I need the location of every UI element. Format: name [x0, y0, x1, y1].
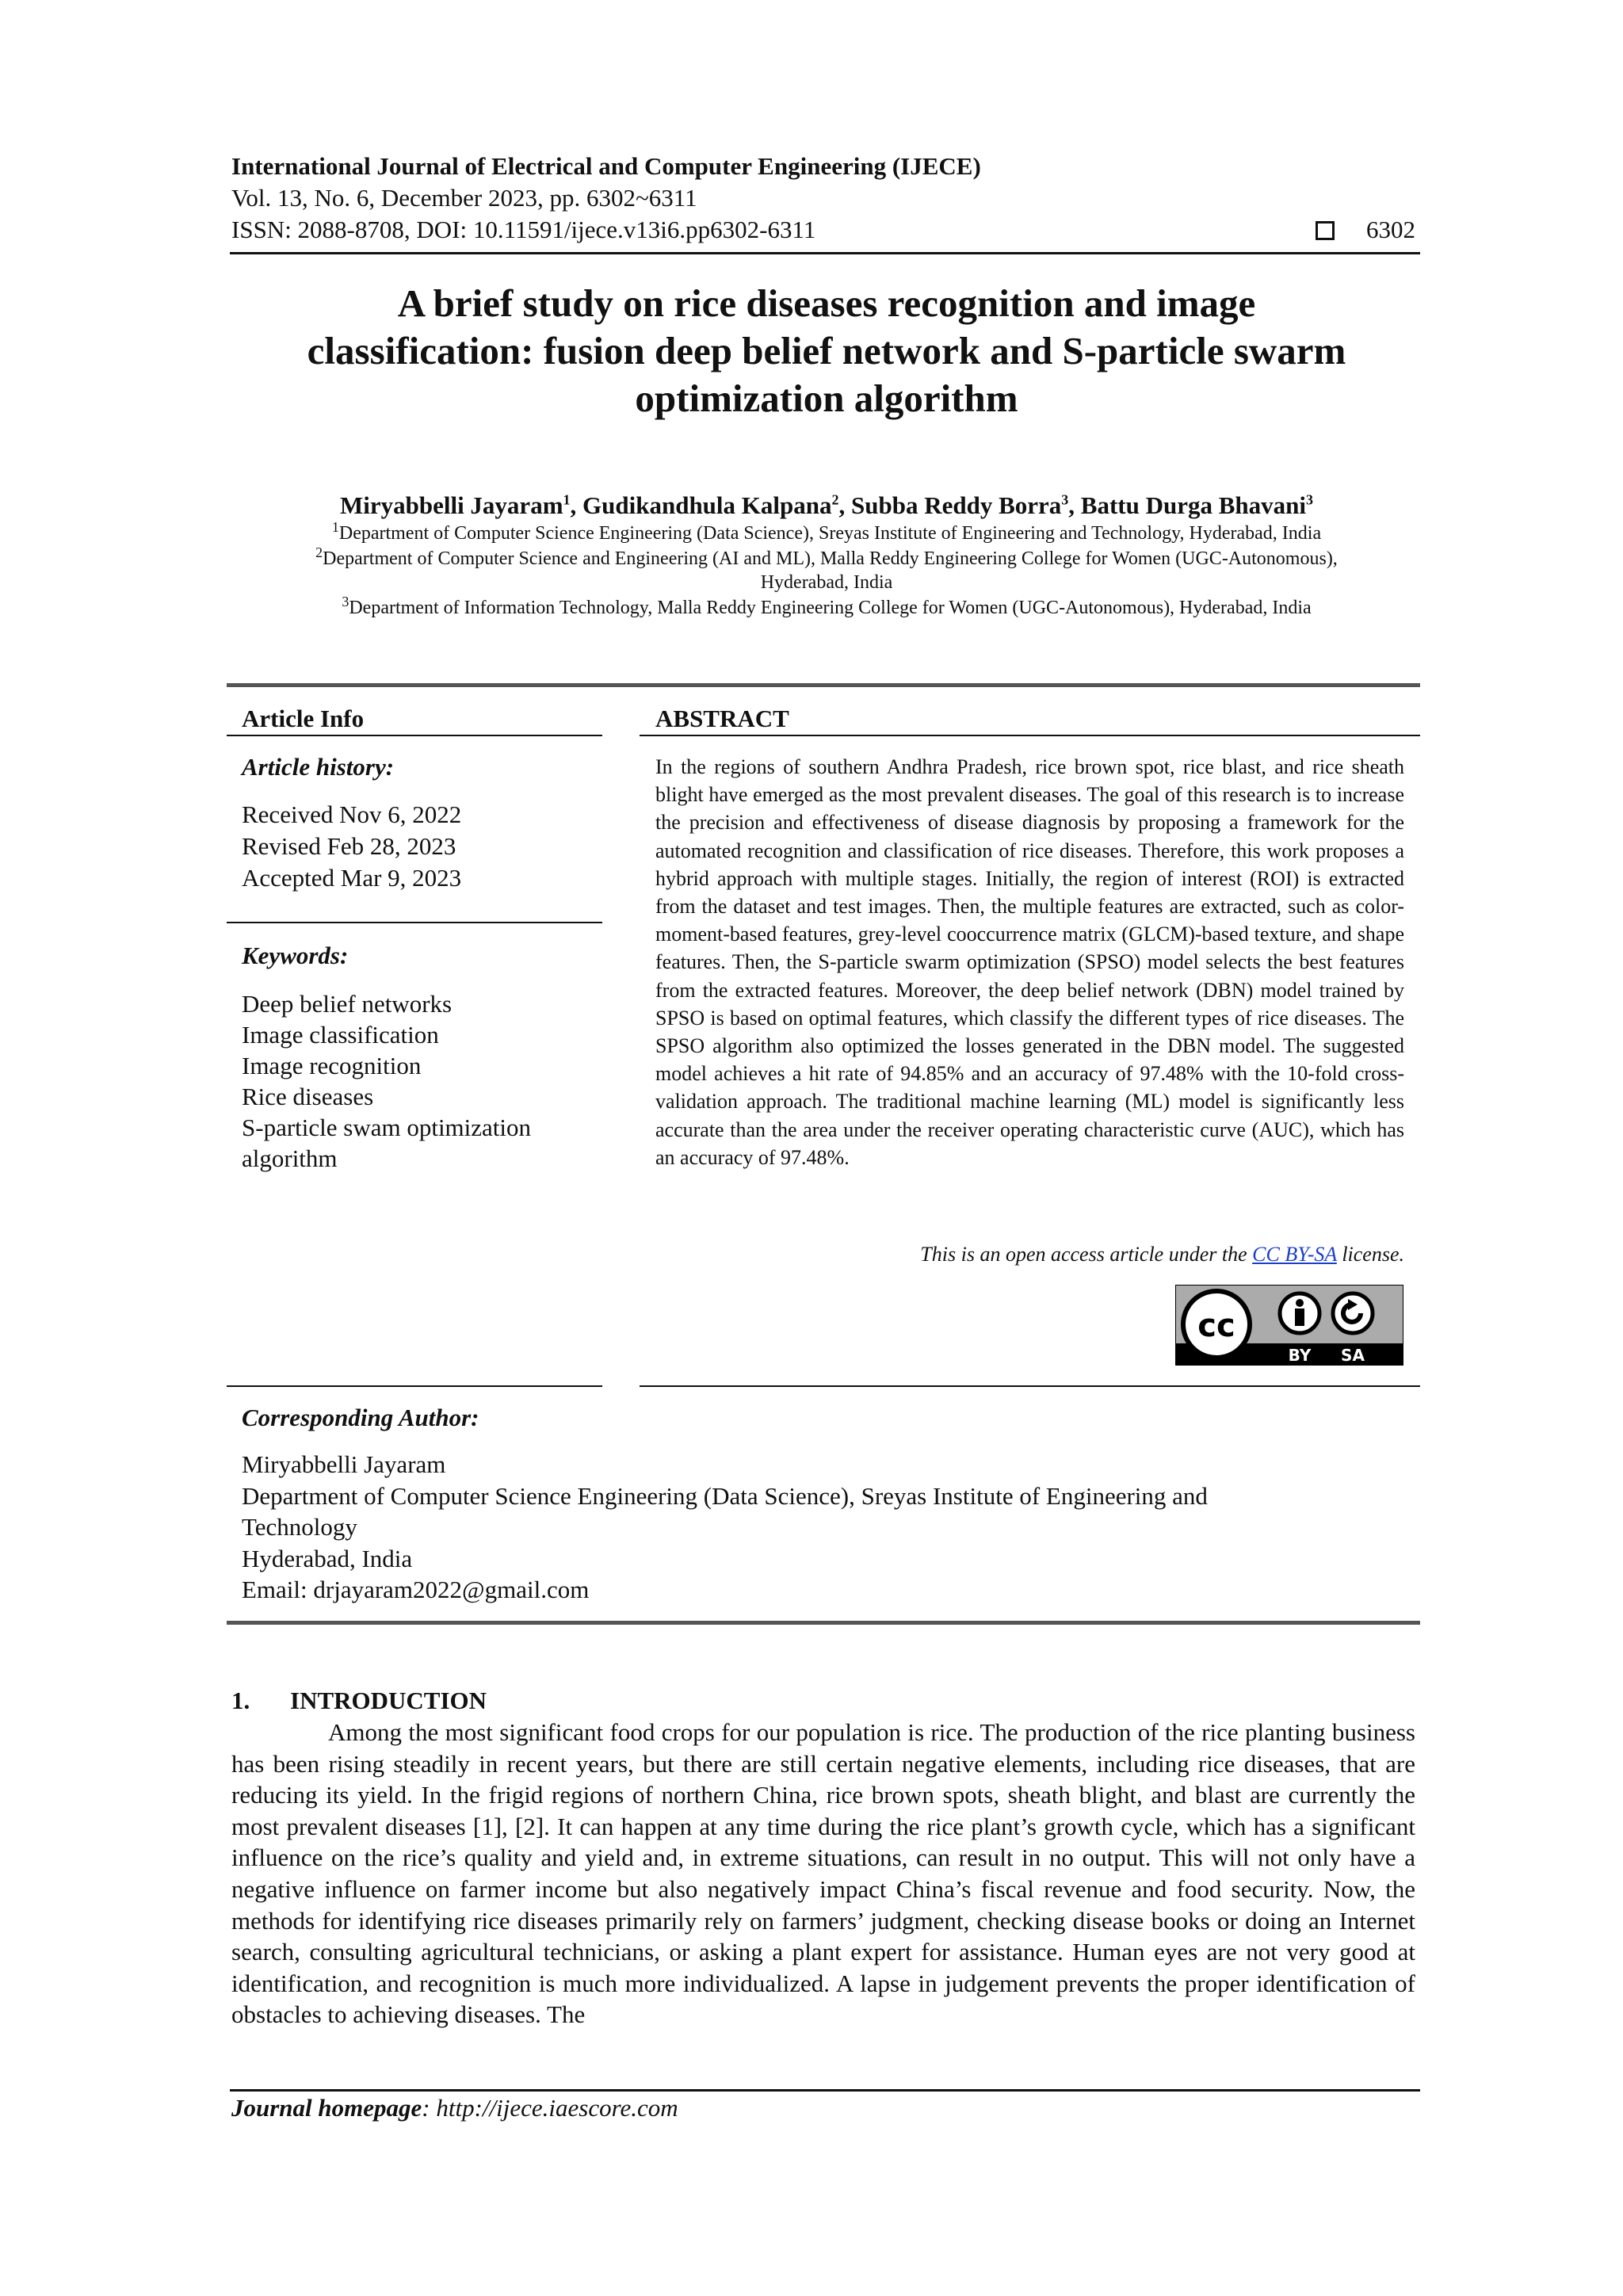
- title-line: optimization algorithm: [635, 376, 1018, 420]
- article-info-heading: Article Info: [242, 705, 365, 732]
- author-sup: 2: [831, 491, 839, 508]
- title-line: classification: fusion deep belief network and S-particle swarm: [307, 329, 1346, 372]
- abstract-rule: [640, 735, 1420, 736]
- article-history-heading: Article history:: [242, 753, 395, 781]
- article-history-dates: [242, 799, 461, 894]
- author-name: Miryabbelli Jayaram: [339, 491, 563, 519]
- affiliation-text: Department of Computer Science Engineering (Data Science), Sreyas Institute of Engineering and Technology, Hyderabad, India: [338, 523, 1322, 544]
- introduction-text: Among the most significant food crops for our population is rice. The production of the rice planting business has been rising steadily in recent years, but there are still certain negative elements, including rice diseases, that are reducing its yield. In the frigid regions of northern China, rice brown spots, sheath blight, and blast are currently the most prevalent diseases [1], [2]. It can happen at any time during the rice plant’s growth cycle, which has a significant influence on the rice’s quality and yield and, in extreme situations, can result in no output. This will not only have a negative influence on farmer income but also negatively impact China’s fiscal revenue and food security. Now, the methods for identifying rice diseases primarily rely on farmers’ judgment, checking disease books or doing an Internet search, consulting agricultural technicians, or asking a plant expert for assistance. Human eyes are not very good at identification, and recognition is much more individualized. A lapse in judgement prevents the proper identification of obstacles to achieving diseases. The: [231, 1718, 1415, 2029]
- by-badge-text: BY: [1288, 1346, 1312, 1365]
- corresponding-author-block: [242, 1449, 1407, 1606]
- corresponding-line: Hyderabad, India: [242, 1544, 413, 1572]
- corresponding-email[interactable]: Email: drjayaram2022@gmail.com: [242, 1576, 590, 1603]
- footer-rule: [230, 2089, 1420, 2092]
- article-info-rule: [227, 922, 602, 923]
- history-date: Revised Feb 28, 2023: [242, 832, 456, 860]
- footer-label: Journal homepage: [231, 2094, 422, 2122]
- author-name: Battu Durga Bhavani: [1080, 491, 1307, 519]
- author-sup: 3: [1061, 491, 1069, 508]
- author-sep: ,: [1068, 491, 1081, 519]
- author-sep: ,: [570, 491, 583, 519]
- license-note: [640, 1243, 1404, 1266]
- affiliation-sup: 1: [331, 519, 339, 535]
- keyword: algorithm: [242, 1144, 338, 1172]
- affiliation-sup: 3: [342, 594, 349, 609]
- header-rule: [230, 252, 1420, 254]
- affiliation-text: Department of Information Technology, Malla Reddy Engineering College for Women (UGC-Autonomous), Hyderabad, India: [349, 598, 1312, 618]
- affiliation-2: [238, 544, 1415, 594]
- license-prefix: This is an open access article under the: [920, 1243, 1253, 1266]
- page-number: 6302: [1366, 216, 1415, 243]
- cc-badge-text: cc: [1197, 1308, 1235, 1344]
- license-suffix: license.: [1336, 1243, 1404, 1266]
- affiliation-1: [238, 521, 1415, 545]
- author-sup: 1: [563, 491, 571, 508]
- keyword: S-particle swam optimization: [242, 1114, 532, 1141]
- journal-name: International Journal of Electrical and Computer Engineering (IJECE): [231, 152, 981, 180]
- corresponding-line: Technology: [242, 1513, 357, 1541]
- license-link[interactable]: CC BY-SA: [1252, 1243, 1337, 1266]
- keyword: Image classification: [242, 1021, 439, 1049]
- article-info-rule: [227, 735, 602, 736]
- history-date: Accepted Mar 9, 2023: [242, 864, 462, 892]
- author-sep: ,: [838, 491, 851, 519]
- affiliation-3: [238, 596, 1415, 620]
- abstract-text: In the regions of southern Andhra Pradesh, rice brown spot, rice blast, and rice sheath blight have emerged as the most prevalent diseases. The goal of this research is to increase the precision and effectiveness of disease diagnosis by proposing a framework for the automated recognition and classification of rice diseases. Therefore, this work proposes a hybrid approach with multiple stages. Initially, the region of interest (ROI) is extracted from the dataset and test images. Then, the multiple features are extracted, such as color-moment-based features, grey-level cooccurrence matrix (GLCM)-based texture, and shape features. Then, the S-particle swarm optimization (SPSO) model selects the best features from the extracted features. Moreover, the deep belief network (DBN) model trained by SPSO is based on optimal features, which classify the different types of rice diseases. The SPSO algorithm also optimized the losses generated in the DBN model. The suggested model achieves a hit rate of 94.85% and an accuracy of 97.48% with the 10-fold cross-validation approach. The traditional machine learning (ML) model is significantly less accurate than the area under the receiver operating characteristic curve (AUC), which has an accuracy of 97.48%.: [655, 755, 1404, 1169]
- title-line: A brief study on rice diseases recognition and image: [397, 281, 1256, 325]
- keywords-list: [242, 988, 590, 1174]
- journal-homepage[interactable]: [231, 2094, 678, 2122]
- sa-badge-text: SA: [1341, 1346, 1365, 1365]
- paper-title: [238, 280, 1415, 422]
- section-title: INTRODUCTION: [290, 1687, 487, 1714]
- cc-by-sa-badge-icon[interactable]: [1175, 1285, 1403, 1366]
- affiliation-text-line2: Hyderabad, India: [760, 572, 893, 593]
- affiliation-sup: 2: [315, 544, 323, 560]
- author-name: Gudikandhula Kalpana: [582, 491, 832, 519]
- footer-url: : http://ijece.iaescore.com: [422, 2094, 678, 2122]
- journal-issn-doi: ISSN: 2088-8708, DOI: 10.11591/ijece.v13i6.pp6302-6311: [231, 216, 816, 243]
- journal-volume: Vol. 13, No. 6, December 2023, pp. 6302~6311: [231, 184, 697, 212]
- keyword: Image recognition: [242, 1052, 422, 1079]
- abstract-rule: [640, 1385, 1420, 1387]
- author-name: Subba Reddy Borra: [851, 491, 1062, 519]
- section-divider: [227, 683, 1420, 687]
- section-divider: [227, 1621, 1420, 1625]
- corresponding-line: Miryabbelli Jayaram: [242, 1450, 446, 1478]
- author-sup: 3: [1306, 491, 1314, 508]
- corresponding-author-heading: Corresponding Author:: [242, 1404, 479, 1431]
- history-date: Received Nov 6, 2022: [242, 800, 462, 828]
- keywords-heading: Keywords:: [242, 942, 349, 969]
- article-info-rule: [227, 1385, 602, 1387]
- author-list: [238, 491, 1415, 520]
- abstract-heading: ABSTRACT: [655, 705, 789, 732]
- keyword: Rice diseases: [242, 1083, 374, 1110]
- corresponding-line: Department of Computer Science Engineering (Data Science), Sreyas Institute of Engineering and: [242, 1481, 1208, 1510]
- affiliation-text: Department of Computer Science and Engineering (AI and ML), Malla Reddy Engineering College for Women (UGC-Autonomous),: [323, 548, 1338, 569]
- keyword: Deep belief networks: [242, 990, 453, 1018]
- square-icon: [1316, 221, 1335, 240]
- section-number: 1.: [231, 1687, 250, 1714]
